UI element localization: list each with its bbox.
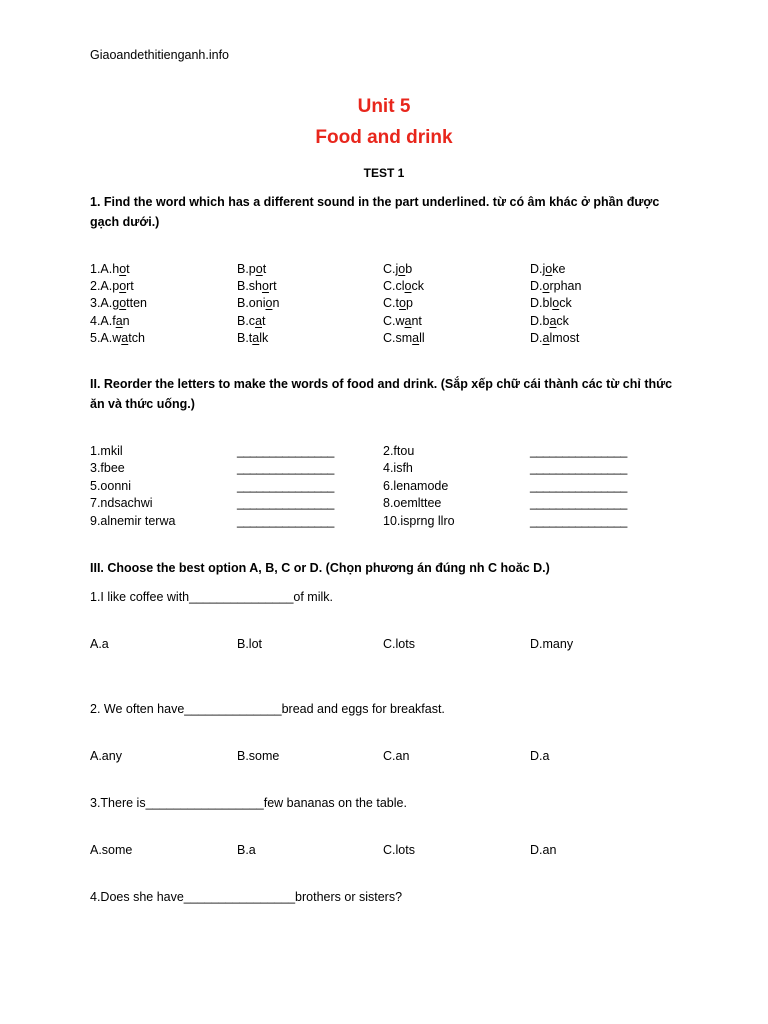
underlined-part: o [255,262,263,276]
answer-option[interactable]: D.many [530,637,574,651]
underlined-part: o [542,279,550,293]
underlined-part: a [412,331,420,345]
option-cell: D.block [530,296,572,310]
underlined-part: a [115,314,123,328]
option-cell: C.want [383,314,422,328]
underlined-part: o [398,262,406,276]
answer-blank[interactable]: _______________ [237,444,334,458]
answer-option[interactable]: A.any [90,749,122,763]
underlined-part: a [121,331,129,345]
scrambled-word: 3.fbee [90,461,125,475]
option-cell: B.pot [237,262,267,276]
answer-option[interactable]: C.lots [383,843,415,857]
answer-blank[interactable]: _______________ [237,479,334,493]
answer-option[interactable]: C.lots [383,637,415,651]
option-cell: 2.A.port [90,279,134,293]
option-cell: D.almost [530,331,580,345]
underlined-part: o [265,296,273,310]
question-text: 2. We often have______________bread and eggs for breakfast. [90,702,445,716]
option-cell: 1.A.hot [90,262,130,276]
underlined-part: a [549,314,557,328]
option-cell: B.talk [237,331,269,345]
scrambled-word: 4.isfh [383,461,413,475]
answer-option[interactable]: B.lot [237,637,263,651]
answer-option[interactable]: A.some [90,843,133,857]
underlined-part: o [545,262,553,276]
option-cell: B.cat [237,314,266,328]
section2-heading: II. Reorder the letters to make the words of food and drink. (Sắp xếp chữ cái thành các từ chỉ thức ăn và thức uống.) [90,377,673,411]
site-header: Giaoandethitienganh.info [90,48,230,62]
underlined-part: o [119,279,127,293]
option-cell: B.onion [237,296,280,310]
scrambled-word: 6.lenamode [383,479,449,493]
underlined-part: o [119,296,127,310]
underlined-part: o [404,279,412,293]
scrambled-word: 8.oemlttee [383,496,442,510]
option-cell: B.short [237,279,277,293]
option-cell: C.small [383,331,425,345]
answer-blank[interactable]: _______________ [530,444,627,458]
underlined-part: o [552,296,560,310]
answer-option[interactable]: A.a [90,637,109,651]
underlined-part: a [404,314,412,328]
option-cell: C.clock [383,279,424,293]
unit-title: Unit 5 [357,96,411,117]
section3-heading: III. Choose the best option A, B, C or D. (Chọn phương án đúng nh C hoăc D.) [90,561,550,575]
option-cell: D.joke [530,262,566,276]
answer-blank[interactable]: _______________ [530,461,627,475]
question-text: 1.I like coffee with_______________of milk. [90,590,333,604]
answer-blank[interactable]: _______________ [237,514,334,528]
option-cell: 4.A.fan [90,314,130,328]
answer-option[interactable]: D.an [530,843,557,857]
scrambled-word: 9.alnemir terwa [90,514,176,528]
underlined-part: o [398,296,406,310]
underlined-part: a [542,331,550,345]
scrambled-word: 2.ftou [383,444,415,458]
topic-title: Food and drink [315,127,453,148]
underlined-part: o [262,279,269,293]
answer-blank[interactable]: _______________ [237,496,334,510]
scrambled-word: 5.oonni [90,479,132,493]
answer-blank[interactable]: _______________ [530,479,627,493]
option-cell: 5.A.watch [90,331,145,345]
scrambled-word: 7.ndsachwi [90,496,153,510]
answer-blank[interactable]: _______________ [237,461,334,475]
question-text: 4.Does she have________________brothers or sisters? [90,890,403,904]
option-cell: C.top [383,296,413,310]
answer-blank[interactable]: _______________ [530,514,627,528]
underlined-part: o [119,262,127,276]
option-cell: D.orphan [530,279,582,293]
scrambled-word: 10.isprng llro [383,514,455,528]
test-label: TEST 1 [363,166,405,180]
underlined-part: a [255,314,263,328]
answer-option[interactable]: B.some [237,749,280,763]
option-cell: D.back [530,314,569,328]
answer-option[interactable]: B.a [237,843,256,857]
question-text: 3.There is_________________few bananas on the table. [90,796,407,810]
scrambled-word: 1.mkil [90,444,123,458]
answer-option[interactable]: C.an [383,749,410,763]
option-cell: 3.A.gotten [90,296,147,310]
answer-option[interactable]: D.a [530,749,550,763]
option-cell: C.job [383,262,413,276]
answer-blank[interactable]: _______________ [530,496,627,510]
section1-heading: 1. Find the word which has a different sound in the part underlined. từ có âm khác ở phần được gạch dưới.) [90,195,660,229]
underlined-part: a [252,331,260,345]
